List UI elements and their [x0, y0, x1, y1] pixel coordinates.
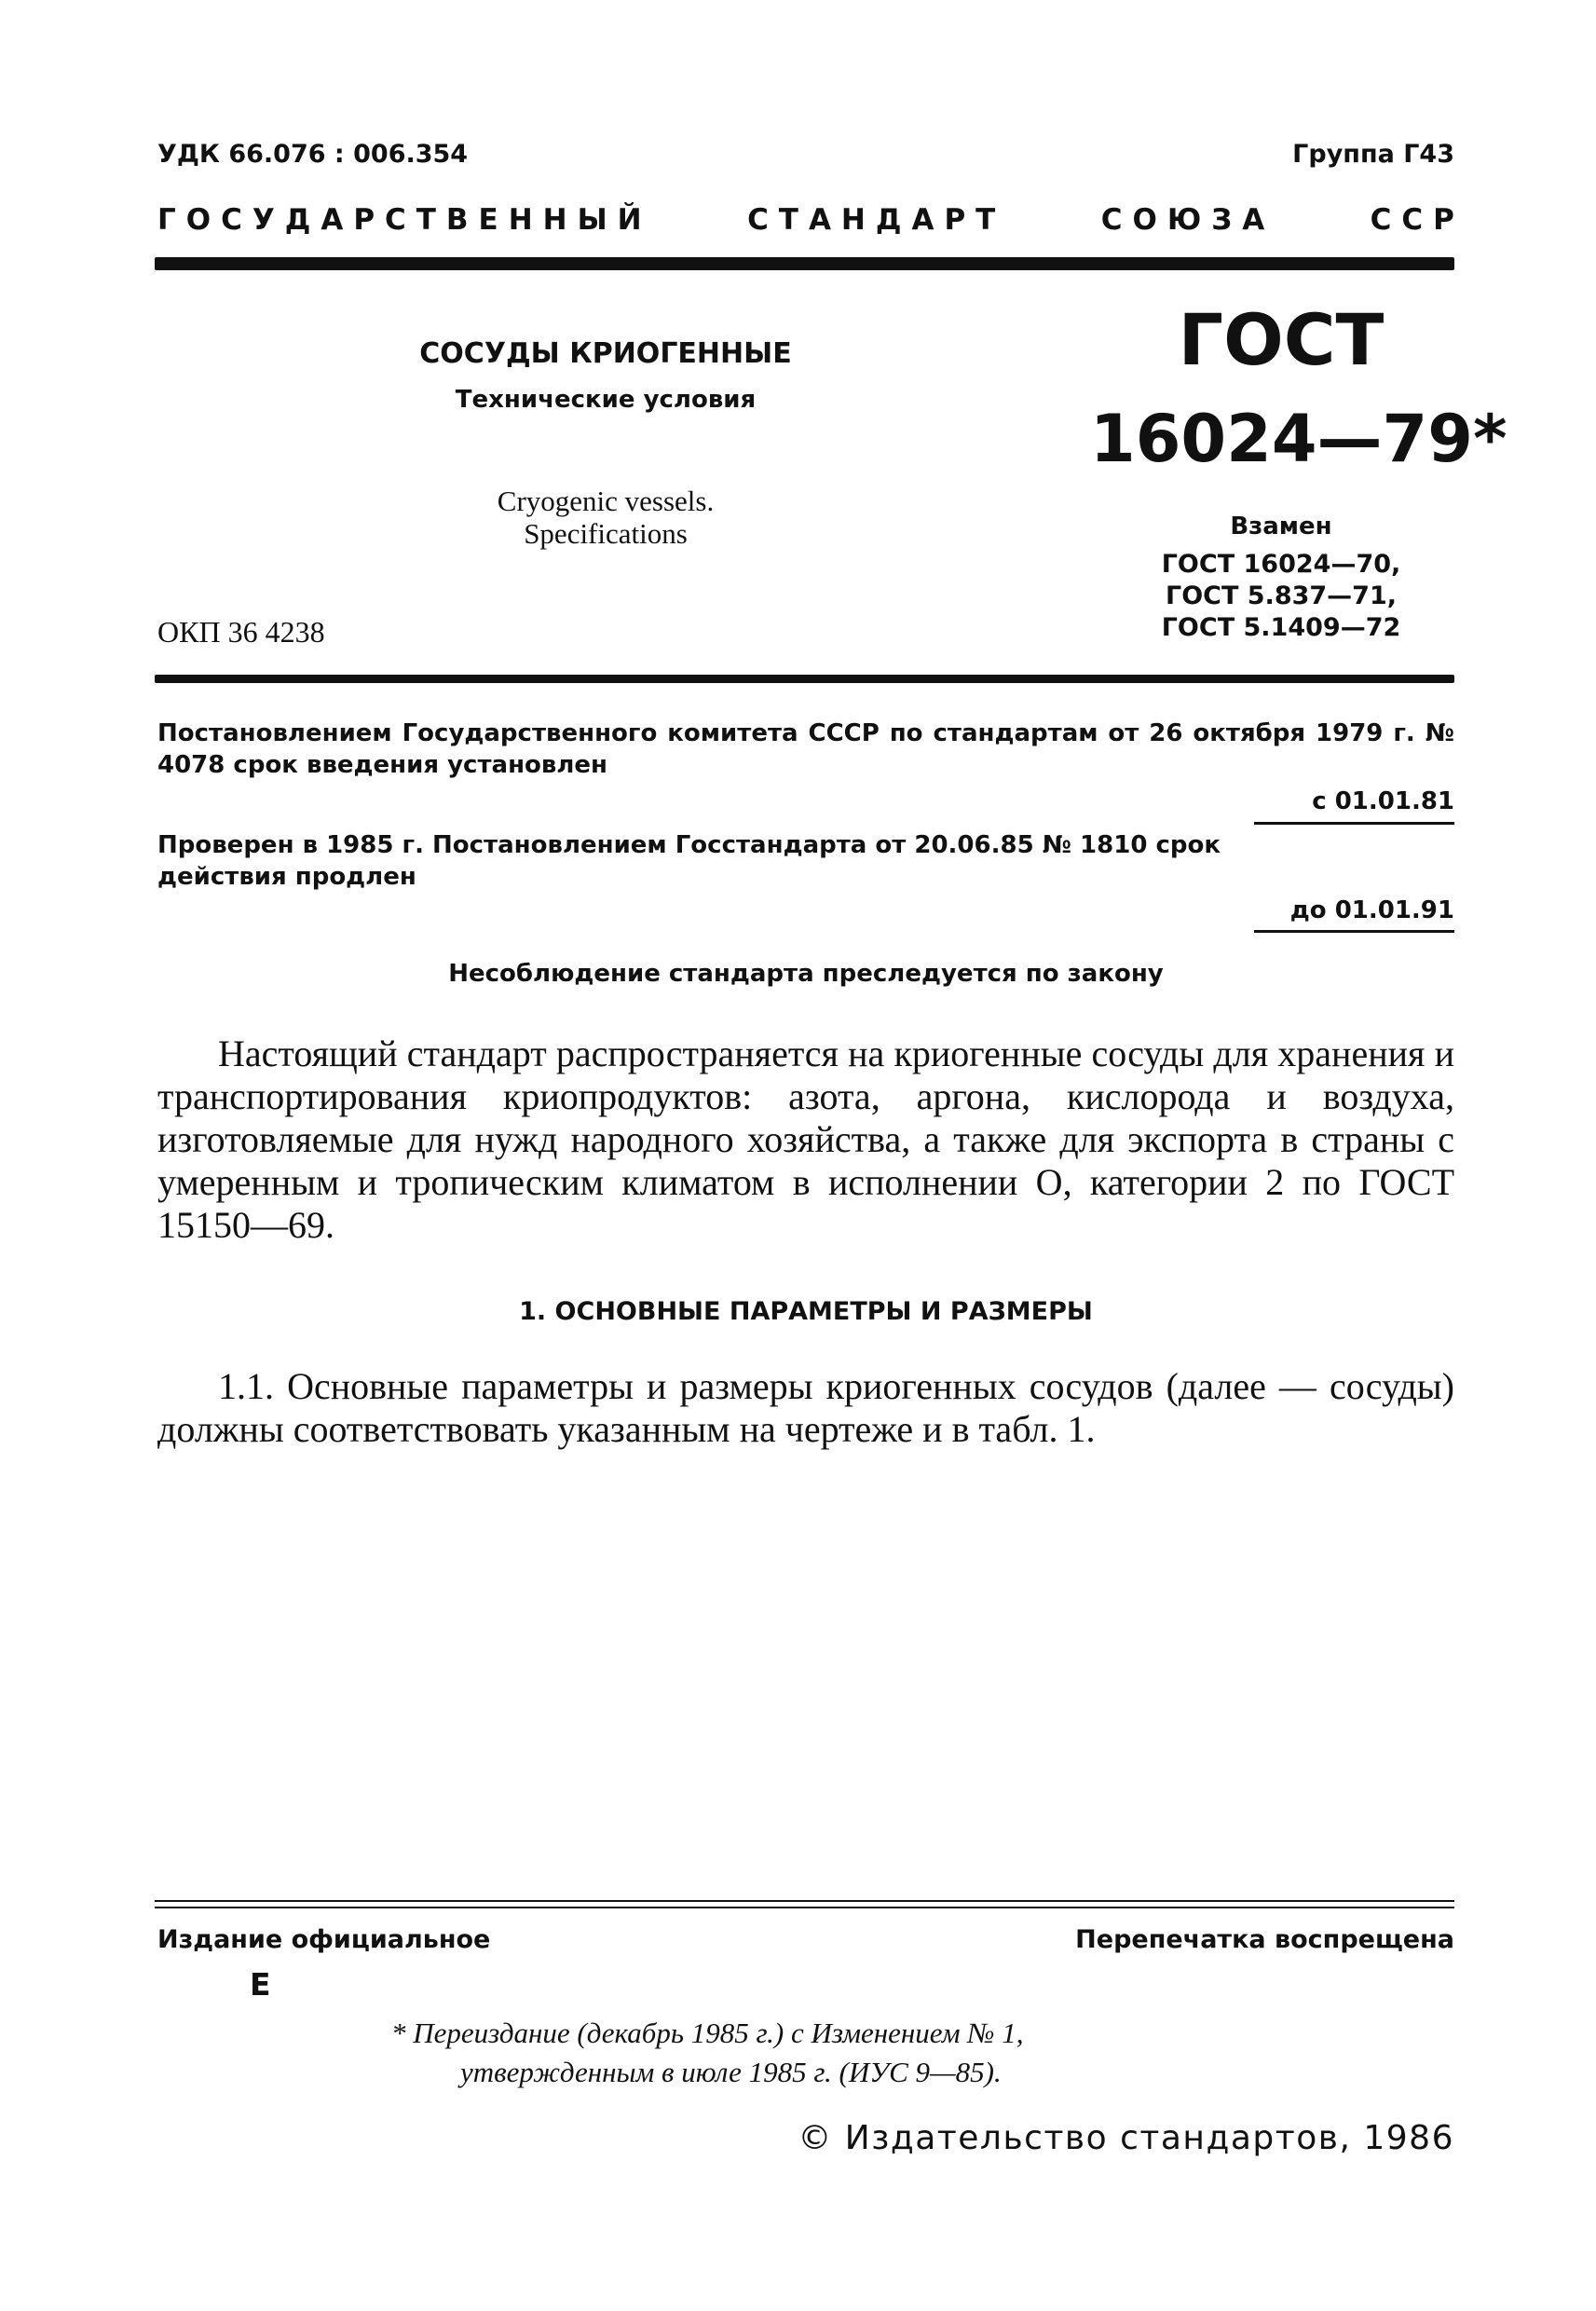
non-compliance-notice: Несоблюдение стандарта преследуется по закону	[448, 960, 1164, 988]
section-heading: 1. ОСНОВНЫЕ ПАРАМЕТРЫ И РАЗМЕРЫ	[519, 1297, 1093, 1326]
subtitle-ru: Технические условия	[455, 386, 757, 414]
date-underline	[1254, 930, 1454, 933]
standard-banner: Г О С У Д А Р С Т В Е Н Н Ы Й С Т А Н Д А Р Т С О Ю З А С С Р	[157, 203, 1454, 237]
intro-paragraph: Настоящий стандарт распространяется на криогенные сосуды для хранения и транспортирования криопродуктов: азота, аргона, кислорода и воздуха, изготовляемые для нужд народного хозяйства, а также для экспорта в страны с умеренным и тропическим климатом в исполнении О, категории 2 по ГОСТ 15150—69.	[157, 1032, 1454, 1246]
okp-code: ОКП 36 4238	[157, 615, 325, 649]
title-en: Cryogenic vessels.	[497, 485, 715, 517]
footnote-line: утвержденным в июле 1985 г. (ИУС 9—85).	[460, 2056, 1002, 2088]
gost-label: ГОСТ	[1178, 298, 1385, 381]
udk-code: УДК 66.076 : 006.354	[157, 140, 469, 169]
replaces-label: Взамен	[1230, 513, 1332, 540]
footer-rule	[155, 1907, 1454, 1908]
official-edition-label: Издание официальное	[157, 1925, 491, 1954]
gost-number: 16024—79*	[1090, 401, 1507, 477]
paragraph-1-1: 1.1. Основные параметры и размеры криогенных сосудов (далее — сосуды) должны соответствовать указанным на чертеже и в табл. 1.	[157, 1365, 1454, 1450]
edition-mark: Е	[250, 1966, 271, 2003]
footnote-line: * Переиздание (декабрь 1985 г.) с Изменением № 1,	[391, 2017, 1024, 2049]
title-ru: СОСУДЫ КРИОГЕННЫЕ	[419, 337, 792, 370]
header-rule	[155, 257, 1454, 270]
title-rule	[155, 675, 1454, 683]
effective-from-date: с 01.01.81	[1312, 787, 1454, 815]
subtitle-en: Specifications	[524, 517, 688, 550]
copyright-notice: © Издательство стандартов, 1986	[798, 2119, 1454, 2157]
revision-text: Проверен в 1985 г. Постановлением Госстандарта от 20.06.85 № 1810 срок действия продлен	[157, 831, 1221, 891]
reprint-prohibited-label: Перепечатка воспрещена	[1075, 1925, 1454, 1954]
replaced-standard: ГОСТ 5.837—71,	[1165, 581, 1398, 610]
group-code: Группа Г43	[1292, 140, 1454, 169]
replaced-standard: ГОСТ 5.1409—72	[1161, 613, 1401, 642]
valid-until-date: до 01.01.91	[1289, 896, 1454, 924]
decree-text: Постановлением Государственного комитета СССР по стандартам от 26 октября 1979 г. № 4078 срок введения установлен	[157, 719, 1454, 779]
replaced-standard: ГОСТ 16024—70,	[1161, 550, 1401, 579]
date-underline	[1254, 822, 1454, 825]
footer-rule	[155, 1900, 1454, 1902]
